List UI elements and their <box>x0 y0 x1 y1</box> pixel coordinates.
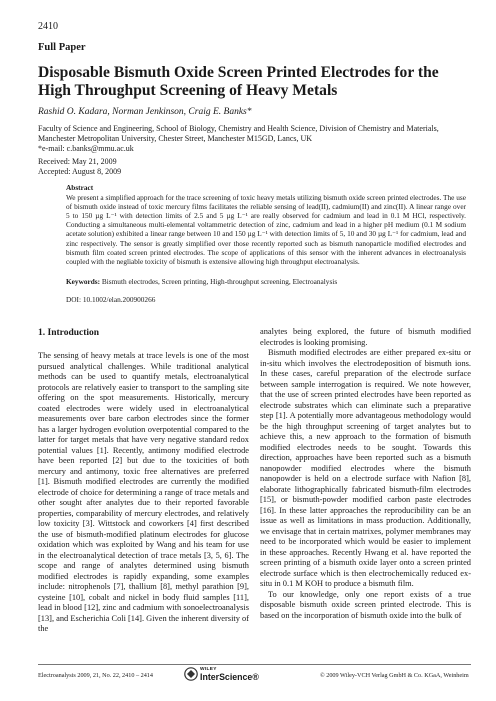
publication-dates <box>38 157 121 177</box>
keywords-label: Keywords: <box>66 277 101 286</box>
abstract-text: We present a simplified approach for the trace screening of toxic heavy metals utilizing bismuth oxide screen printed electrodes. The use of bismuth oxide instead of toxic mercury films facilitates the reliable sensing of lead(II), cadmium(II) and zinc(II). A linear range over 5 to 150 µg L⁻¹ with detection limits of 2.5 and 5 µg L⁻¹ are really observed for cadmium and lead in 0.1 M HCl, respectively. Conducting a simultaneous multi-elemental voltammetric detection of zinc, cadmium and lead in a higher pH medium (0.1 M sodium acetate solution) exhibited a linear range between 10 and 150 µg L⁻¹ with detection limits of 5, 10 and 30 µg L⁻¹ for cadmium, lead and zinc respectively. The sensor is greatly simplified over those recently reported such as bismuth nanoparticle modified electrodes and bismuth film coated screen printed electrodes. The scope of applications of this sensor with the inherent advances in electroanalysis coupled with the negliable toxicity of bismuth is extensive allowing high throughput electroanalysis. <box>66 193 466 266</box>
body-paragraph: The sensing of heavy metals at trace levels is one of the most pursued analytical challenges. While traditional analytical methods can be used to quantify metals, electroanalytical protocols are relatively easier to transport to the sampling site offering on the spot measurements. Historically, mercury coated electrodes were widely used in electroanalytical measurements over bare carbon electrodes since the former has a larger hydrogen evolution overpotential compared to the latter for target metals that have very negative standard redox potential values [1]. Recently, antimony modified electrode have been reported [2] but due to the toxicities of both mercury and antimony, toxic free alternatives are preferred [1]. Bismuth modified electrodes are currently the modified electrode of choice for determining a range of trace metals and other sought after analytes due to their reported favorable properties, comparability of mercury electrodes, and relatively low toxicity [3]. Wittstock and coworkers [4] first described the use of bismuth-modified platinum electrodes for glucose oxidation which was exploited by Wang and his team for use in the electroanalytical detection of trace metals [3, 5, 6]. The scope and range of analytes determined using bismuth modified electrodes is rapidly expanding, some examples include: nitrophenols [7], thallium [8], methyl parathion [9], cysteine [10], cobalt and nickel in body fluid samples [11], lead in blood [12], zinc and cadmium with sonoelectroanalysis [13], and Escherichia Coli [14]. Given the inherent diversity of the <box>38 351 249 633</box>
interscience-logo-icon <box>184 667 198 681</box>
footer-copyright: © 2009 Wiley-VCH Verlag GmbH & Co. KGaA, Weinheim <box>320 672 469 679</box>
footer-divider <box>38 664 471 665</box>
author-list: Rashid O. Kadara, Norman Jenkinson, Craig E. Banks* <box>38 107 252 117</box>
body-paragraph: To our knowledge, only one report exists of a true disposable bismuth oxide screen printed electrode. This is based on the incorporation of bismuth oxide into the bulk of <box>260 589 471 620</box>
body-paragraph: analytes being explored, the future of bismuth modified electrodes is looking promising. <box>260 327 471 347</box>
affiliation-line: Faculty of Science and Engineering, School of Biology, Chemistry and Health Science, Division of Chemistry and Materials, <box>38 124 439 133</box>
body-column-right <box>260 327 471 621</box>
received-date: Received: May 21, 2009 <box>38 157 117 166</box>
abstract <box>66 183 466 266</box>
accepted-date: Accepted: August 8, 2009 <box>38 167 122 176</box>
affiliation-block <box>38 124 478 154</box>
body-paragraph: Bismuth modified electrodes are either prepared ex-situ or in-situ which involves the electrodeposition of bismuth ions. In these cases, careful preparation of the electrode surface between sample interrogation is required. We note however, that the use of screen printed electrodes have been reported as electrode substrates which can eliminate such a preparative step [1]. A potentially more advantageous methodology would be the high throughput screening of target analytes but to achieve this, a new approach to the formation of bismuth modified electrodes needs to be sought. Towards this direction, approaches have been reported such as a bismuth nanopowder modified electrodes where the bismuth nanopowder is held on a electrode surface with Nafion [8], elaborate lithographically fabricated bismuth-film electrodes [15], or bismuth-powder modified carbon paste electrodes [16]. In these latter approaches the reproducibility can be an issue as well as limitations in mass production. Additionally, we envisage that in certain matrixes, polymer membranes may need to be incorporated which would be easier to implement in these approaches. Recently Hwang et al. have reported the screen printing of a bismuth oxide layer onto a screen printed electrode surface which is then electrochemically reduced ex-situ in 0.1 M KOH to produce a bismuth film. <box>260 348 471 588</box>
logo-small-text: WILEY <box>200 667 217 672</box>
abstract-heading: Abstract <box>66 183 94 192</box>
keywords-text: Bismuth electrodes, Screen printing, High-throughput screening, Electroanalysis <box>101 277 338 286</box>
page-number: 2410 <box>38 21 58 32</box>
body-column-left <box>38 351 249 635</box>
corresponding-email[interactable]: *e-mail: c.banks@mmu.ac.uk <box>38 144 134 153</box>
doi[interactable]: DOI: 10.1002/elan.200900266 <box>66 295 156 304</box>
article-type-label: Full Paper <box>38 42 86 53</box>
affiliation-line: Manchester Metropolitan University, Chester Street, Manchester M15GD, Lancs, UK <box>38 134 313 143</box>
footer-citation: Electroanalysis 2009, 21, No. 22, 2410 – 2414 <box>38 672 153 679</box>
article-title: Disposable Bismuth Oxide Screen Printed Electrodes for the High Throughput Screening of Heavy Metals <box>38 64 439 99</box>
keywords <box>66 277 466 286</box>
section-heading-introduction: 1. Introduction <box>38 328 100 338</box>
publisher-logo <box>184 666 264 686</box>
logo-big-text: InterScience® <box>200 672 259 682</box>
